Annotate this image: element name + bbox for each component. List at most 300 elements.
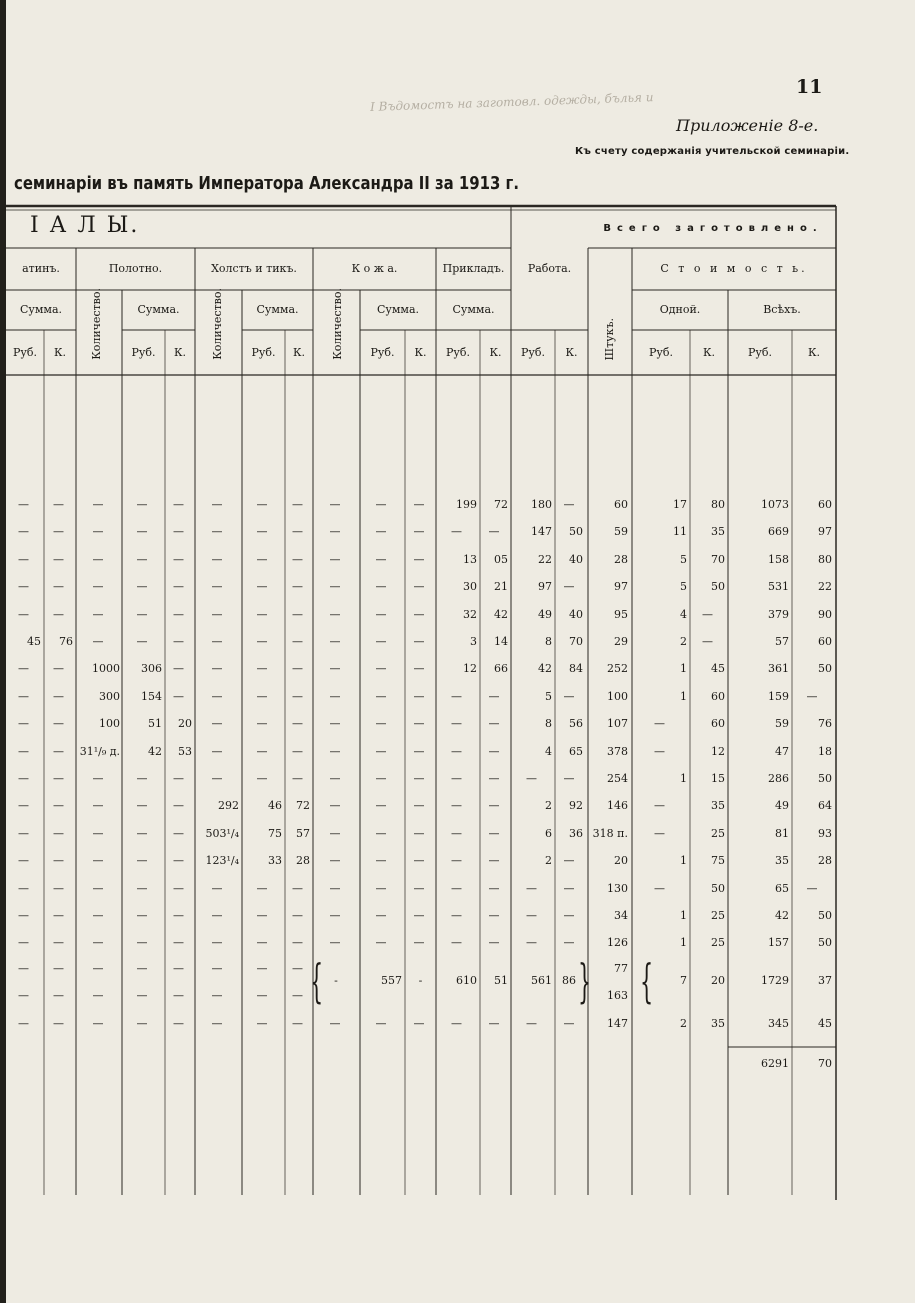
table-cell: 17 <box>673 498 687 511</box>
table-cell: — <box>53 827 64 840</box>
table-cell: 159 <box>768 690 789 703</box>
table-cell: — <box>211 635 223 648</box>
table-cell: — <box>173 580 184 593</box>
table-cell: — <box>654 745 665 758</box>
table-cell: — <box>18 882 29 895</box>
table-cell: — <box>375 854 387 867</box>
table-cell: 31¹/₉ д. <box>79 745 120 758</box>
table-cell: — <box>18 989 29 1002</box>
trimmings-header: Прикладъ. <box>442 262 505 275</box>
table-cell: — <box>211 989 223 1002</box>
table-cell: — <box>563 498 575 511</box>
table-cell: — <box>92 553 104 566</box>
table-cell: 90 <box>818 608 832 621</box>
rub-header: Руб. <box>13 346 37 359</box>
table-cell: — <box>53 989 64 1002</box>
table-cell: 49 <box>538 608 552 621</box>
table-cell: 4 <box>545 745 552 758</box>
table-cell: 180 <box>531 498 552 511</box>
table-cell: — <box>413 827 425 840</box>
document-title: семинаріи въ память Императора Александра II за 1913 г. <box>14 173 519 194</box>
table-cell: 8 <box>545 717 552 730</box>
table-cell: — <box>173 1017 184 1030</box>
table-cell: — <box>92 989 104 1002</box>
kop-header: К. <box>292 346 305 359</box>
table-cell: — <box>329 525 341 538</box>
table-cell: — <box>136 580 148 593</box>
table-cell: — <box>451 690 462 703</box>
table-cell: 35 <box>775 854 789 867</box>
table-cell: 59 <box>775 717 789 730</box>
table-cell: 84 <box>569 662 583 675</box>
table-cell: 292 <box>218 799 239 812</box>
table-cell: — <box>256 608 268 621</box>
table-cell: 75 <box>268 827 282 840</box>
kop-header: К. <box>807 346 820 359</box>
table-cell: — <box>329 1017 341 1030</box>
table-cell: 47 <box>775 745 789 758</box>
table-cell: — <box>451 827 462 840</box>
merged-work-kop: 86 <box>562 974 576 987</box>
table-cell: 81 <box>775 827 789 840</box>
table-cell: 20 <box>178 717 192 730</box>
table-cell: 97 <box>818 525 832 538</box>
table-cell: 45 <box>27 635 41 648</box>
table-cell: — <box>375 909 387 922</box>
table-cell: — <box>413 553 425 566</box>
table-cell: — <box>292 608 303 621</box>
table-cell: — <box>292 553 303 566</box>
table-cell: 154 <box>141 690 162 703</box>
table-cell: 157 <box>768 936 789 949</box>
table-cell: 306 <box>141 662 162 675</box>
table-cell: — <box>375 936 387 949</box>
table-cell: 60 <box>711 690 725 703</box>
table-cell: 60 <box>818 498 832 511</box>
table-cell: — <box>256 936 268 949</box>
table-cell: 72 <box>296 799 310 812</box>
table-cell: 107 <box>607 717 628 730</box>
table-cell: — <box>413 936 425 949</box>
table-cell: — <box>375 525 387 538</box>
table-cell: 50 <box>818 909 832 922</box>
table-cell: 45 <box>711 662 725 675</box>
table-cell: — <box>136 608 148 621</box>
table-cell: — <box>329 882 341 895</box>
table-cell: 35 <box>711 525 725 538</box>
table-cell: 60 <box>818 635 832 648</box>
table-cell: 25 <box>711 827 725 840</box>
table-cell: — <box>451 909 462 922</box>
table-cell: 76 <box>818 717 832 730</box>
table-cell: 254 <box>607 772 628 785</box>
table-cell: 42 <box>148 745 162 758</box>
table-cell: — <box>375 580 387 593</box>
table-cell: 5 <box>545 690 552 703</box>
table-cell: — <box>211 936 223 949</box>
table-cell: — <box>53 662 64 675</box>
table-cell: — <box>329 909 341 922</box>
linen-sum-header: Сумма. <box>137 303 180 316</box>
table-cell: — <box>18 827 29 840</box>
merged-trim-rub: 610 <box>456 974 477 987</box>
table-cell: — <box>488 717 500 730</box>
kop-header: К. <box>53 346 66 359</box>
table-cell: — <box>375 553 387 566</box>
table-cell: 2 <box>680 635 687 648</box>
table-cell: 199 <box>456 498 477 511</box>
table-cell: 34 <box>614 909 628 922</box>
table-cell: — <box>292 745 303 758</box>
table-cell: — <box>256 662 268 675</box>
rub-header: Руб. <box>251 346 276 359</box>
table-cell: 50 <box>711 580 725 593</box>
table-cell: — <box>18 936 29 949</box>
table-cell: — <box>173 989 184 1002</box>
rub-header: Руб. <box>131 346 156 359</box>
table-cell: 65 <box>775 882 789 895</box>
table-cell: — <box>92 608 104 621</box>
table-cell: — <box>256 717 268 730</box>
table-cell: — <box>136 827 148 840</box>
table-cell: — <box>18 662 29 675</box>
cost-header: С т о и м о с т ь. <box>660 262 808 275</box>
total-rub: 6291 <box>761 1057 789 1070</box>
table-cell: 252 <box>607 662 628 675</box>
table-cell: — <box>451 882 462 895</box>
table-cell: — <box>92 936 104 949</box>
table-cell: 65 <box>569 745 583 758</box>
table-cell: — <box>375 608 387 621</box>
leather-sum-header: Сумма. <box>376 303 420 316</box>
table-cell: 3 <box>470 635 477 648</box>
table-cell: — <box>211 662 223 675</box>
table-cell: 286 <box>768 772 789 785</box>
table-cell: 33 <box>268 854 282 867</box>
table-cell: — <box>413 882 425 895</box>
merged-one-rub: 7 <box>680 974 687 987</box>
table-cell: 40 <box>569 608 583 621</box>
table-cell: — <box>413 690 425 703</box>
table-cell: — <box>256 498 268 511</box>
table-cell: — <box>92 962 104 975</box>
table-cell: — <box>292 635 303 648</box>
rub-header: Руб. <box>446 346 470 359</box>
table-cell: 50 <box>818 662 832 675</box>
table-cell: — <box>53 553 64 566</box>
table-cell: — <box>488 909 500 922</box>
rub-header: Руб. <box>649 346 673 359</box>
table-cell: — <box>53 498 64 511</box>
table-cell: 13 <box>463 553 477 566</box>
rub-header: Руб. <box>370 346 395 359</box>
table-cell: 1 <box>680 772 687 785</box>
table-cell: — <box>256 580 268 593</box>
canvas-quantity-header: Количество. <box>211 288 224 360</box>
table-cell: — <box>173 662 184 675</box>
table-cell: 50 <box>711 882 725 895</box>
linen-header: Полотно. <box>108 262 163 275</box>
table-cell: — <box>413 580 425 593</box>
table-cell: — <box>451 772 462 785</box>
table-cell: — <box>173 608 184 621</box>
table-cell: 28 <box>614 553 628 566</box>
table-cell: 531 <box>768 580 789 593</box>
table-cell: — <box>211 525 223 538</box>
table-cell: — <box>413 525 425 538</box>
table-cell: — <box>136 1017 148 1030</box>
table-cell: 92 <box>569 799 583 812</box>
table-cell: — <box>292 989 303 1002</box>
table-cell: 2 <box>545 854 552 867</box>
all-header: Всѣхъ. <box>763 303 801 316</box>
table-cell: 5 <box>680 580 687 593</box>
table-cell: 49 <box>775 799 789 812</box>
table-cell: — <box>18 608 29 621</box>
table-cell: — <box>256 909 268 922</box>
table-cell: 22 <box>538 553 552 566</box>
table-cell: 147 <box>531 525 552 538</box>
table-cell: — <box>654 799 665 812</box>
table-cell: 345 <box>768 1017 789 1030</box>
table-cell: — <box>18 772 29 785</box>
table-cell: 147 <box>607 1017 628 1030</box>
table-cell: — <box>136 989 148 1002</box>
table-cell: 70 <box>569 635 583 648</box>
table-cell: 126 <box>607 936 628 949</box>
table-cell: — <box>256 989 268 1002</box>
table-cell: — <box>256 1017 268 1030</box>
table-cell: — <box>256 553 268 566</box>
table-cell: — <box>488 854 500 867</box>
table-cell: 669 <box>768 525 789 538</box>
table-cell: 50 <box>818 772 832 785</box>
table-cell: 5 <box>680 553 687 566</box>
table-cell: — <box>92 799 104 812</box>
table-cell: — <box>413 909 425 922</box>
table-cell: — <box>654 827 665 840</box>
table-cell: — <box>329 936 341 949</box>
table-cell: 60 <box>614 498 628 511</box>
satin-sum-header: Сумма. <box>19 303 63 316</box>
table-cell: — <box>92 909 104 922</box>
table-cell: 28 <box>818 854 832 867</box>
table-cell: — <box>92 1017 104 1030</box>
table-cell: — <box>92 525 104 538</box>
table-cell: 97 <box>538 580 552 593</box>
table-cell: — <box>329 745 341 758</box>
brace-left: { <box>310 954 324 1008</box>
table-cell: — <box>18 1017 29 1030</box>
table-cell: — <box>173 498 184 511</box>
table-cell: — <box>53 772 64 785</box>
table-cell: — <box>488 936 500 949</box>
table-cell: — <box>375 799 387 812</box>
table-cell: 66 <box>494 662 508 675</box>
table-cell: 35 <box>711 1017 725 1030</box>
table-cell: — <box>526 882 537 895</box>
table-cell: — <box>375 745 387 758</box>
table-cell: — <box>256 772 268 785</box>
table-cell: — <box>375 827 387 840</box>
table-cell: 57 <box>296 827 310 840</box>
table-cell: — <box>451 717 462 730</box>
table-cell: — <box>211 498 223 511</box>
table-cell: 93 <box>818 827 832 840</box>
table-cell: — <box>451 525 462 538</box>
table-cell: 95 <box>614 608 628 621</box>
table-cell: — <box>136 799 148 812</box>
merged-leather-qty: - <box>334 974 338 987</box>
kop-header: К. <box>565 346 578 359</box>
table-cell: — <box>173 882 184 895</box>
table-cell: — <box>53 962 64 975</box>
page-number: 11 <box>796 76 823 98</box>
table-cell: — <box>375 882 387 895</box>
table-cell: 1 <box>680 854 687 867</box>
table-cell: — <box>375 1017 387 1030</box>
table-cell: 80 <box>711 498 725 511</box>
table-cell: — <box>92 498 104 511</box>
table-cell: — <box>292 525 303 538</box>
table-cell: — <box>488 772 500 785</box>
table-cell: — <box>292 962 303 975</box>
table-cell: 42 <box>494 608 508 621</box>
table-cell: — <box>292 882 303 895</box>
table-cell: — <box>53 882 64 895</box>
table-cell: — <box>526 772 537 785</box>
table-cell: — <box>329 635 341 648</box>
bleed-through-text: І Въдомостъ на заготовл. одежды, бълья и <box>369 90 654 114</box>
table-cell: — <box>488 690 500 703</box>
kop-header: К. <box>489 346 502 359</box>
merged-pieces-a: 77 <box>614 962 628 975</box>
table-cell: — <box>375 690 387 703</box>
table-cell: — <box>211 745 223 758</box>
linen-quantity-header: Количество. <box>90 288 103 360</box>
table-cell: — <box>53 799 64 812</box>
table-cell: — <box>563 854 575 867</box>
table-cell: — <box>488 882 500 895</box>
table-cell: — <box>329 772 341 785</box>
table-cell: — <box>375 635 387 648</box>
merged-all-kop: 37 <box>818 974 832 987</box>
table-cell: — <box>451 854 462 867</box>
table-cell: 4 <box>680 608 687 621</box>
table-cell: 35 <box>711 799 725 812</box>
table-cell: — <box>92 827 104 840</box>
table-cell: — <box>563 690 575 703</box>
table-cell: — <box>173 827 184 840</box>
rub-header: Руб. <box>521 346 545 359</box>
table-cell: — <box>329 662 341 675</box>
table-cell: — <box>563 772 575 785</box>
table-cell: — <box>136 498 148 511</box>
table-cell: — <box>413 498 425 511</box>
table-cell: — <box>413 799 425 812</box>
table-cell: 22 <box>818 580 832 593</box>
table-cell: — <box>173 553 184 566</box>
table-cell: — <box>256 745 268 758</box>
table-cell: — <box>526 1017 537 1030</box>
table-cell: — <box>211 553 223 566</box>
table-cell: 50 <box>569 525 583 538</box>
table-cell: 11 <box>673 525 687 538</box>
table-cell: 20 <box>614 854 628 867</box>
table-cell: — <box>329 608 341 621</box>
table-cell: — <box>92 580 104 593</box>
table-cell: — <box>292 909 303 922</box>
appendix-label: Приложеніе 8-е. <box>676 116 819 135</box>
table-cell: — <box>92 772 104 785</box>
table-cell: — <box>563 1017 575 1030</box>
table-cell: — <box>136 962 148 975</box>
table-cell: — <box>451 1017 462 1030</box>
merged-leather-rub: 557 <box>381 974 402 987</box>
table-cell: — <box>451 745 462 758</box>
table-cell: — <box>173 909 184 922</box>
table-cell: — <box>329 553 341 566</box>
table-cell: — <box>18 690 29 703</box>
table-cell: — <box>654 882 665 895</box>
table-cell: — <box>292 580 303 593</box>
table-cell: — <box>329 580 341 593</box>
brace-cost: { <box>640 954 654 1008</box>
table-cell: 25 <box>711 936 725 949</box>
table-cell: — <box>92 635 104 648</box>
merged-pieces-b: 163 <box>607 989 628 1002</box>
kop-header: К. <box>414 346 427 359</box>
table-cell: — <box>18 745 29 758</box>
table-cell: 14 <box>494 635 508 648</box>
table-cell: — <box>173 936 184 949</box>
canvas-sum-header: Сумма. <box>256 303 299 316</box>
table-cell: 1 <box>680 662 687 675</box>
table-cell: 1 <box>680 690 687 703</box>
table-cell: 51 <box>148 717 162 730</box>
one-header: Одной. <box>659 303 701 316</box>
table-cell: — <box>211 580 223 593</box>
table-cell: 60 <box>711 717 725 730</box>
kop-header: К. <box>702 346 715 359</box>
kop-header: К. <box>173 346 186 359</box>
merged-work-rub: 561 <box>531 974 552 987</box>
table-cell: 1073 <box>761 498 789 511</box>
table-cell: — <box>173 635 184 648</box>
table-cell: 59 <box>614 525 628 538</box>
table-cell: — <box>292 690 303 703</box>
table-cell: — <box>136 909 148 922</box>
table-cell: — <box>413 662 425 675</box>
table-cell: 378 <box>607 745 628 758</box>
table-cell: — <box>18 909 29 922</box>
table-cell: — <box>136 553 148 566</box>
table-cell: — <box>18 854 29 867</box>
table-cell: 42 <box>538 662 552 675</box>
table-cell: — <box>18 498 29 511</box>
table-cell: 1000 <box>92 662 120 675</box>
table-cell: — <box>256 962 268 975</box>
table-cell: 36 <box>569 827 583 840</box>
table-cell: — <box>18 962 29 975</box>
table-cell: — <box>136 936 148 949</box>
table-cell: 146 <box>607 799 628 812</box>
table-cell: 1 <box>680 936 687 949</box>
table-cell: — <box>292 662 303 675</box>
table-cell: — <box>806 882 818 895</box>
table-cell: — <box>329 690 341 703</box>
table-cell: 123¹/₄ <box>205 854 239 867</box>
